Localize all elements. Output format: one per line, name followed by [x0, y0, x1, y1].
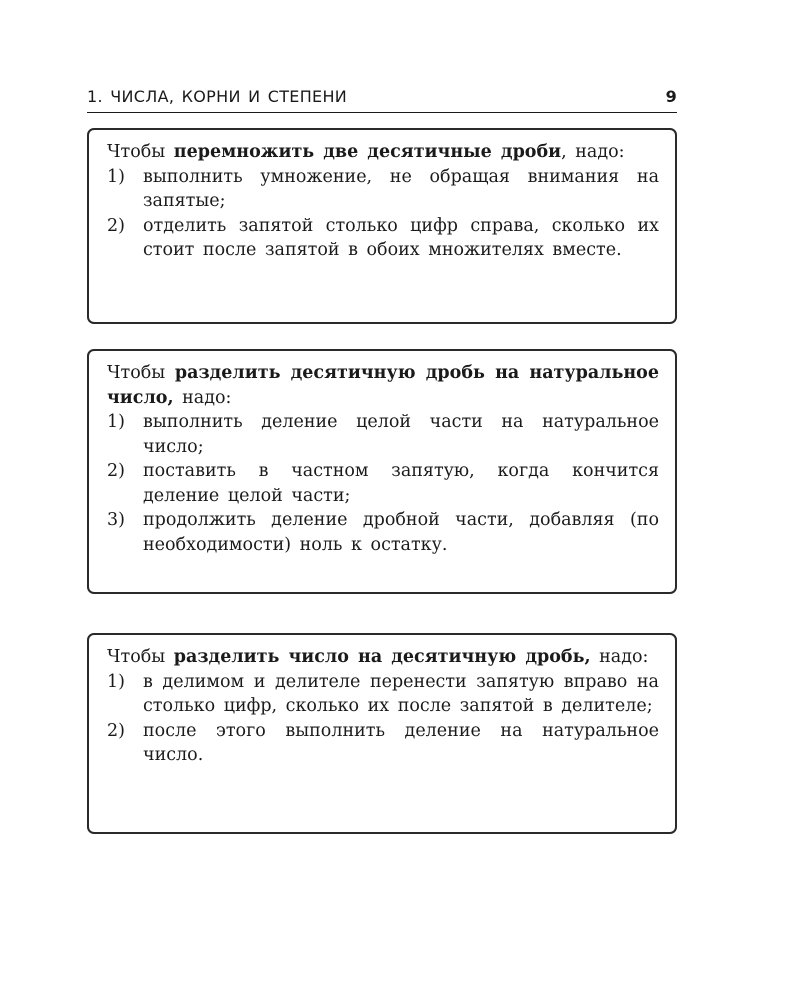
rule-step — [107, 508, 659, 557]
intro-bold: перемножить две десятичные дроби — [173, 142, 562, 162]
step-text: продолжить деление дробной части, добавляя (по необходимости) ноль к остатку. — [143, 510, 659, 555]
step-text: в делимом и делителе перенести запятую вправо на столько цифр, сколько их после запятой в делителе; — [143, 671, 659, 716]
step-number: 2) — [107, 215, 125, 236]
step-number: 1) — [107, 412, 125, 432]
rule-steps — [107, 165, 659, 263]
step-text: выполнить умножение, не обращая внимания на запятые; — [143, 166, 659, 211]
rule-steps — [107, 410, 659, 557]
rule-box-multiply-decimals — [87, 128, 677, 324]
chapter-title: 1. ЧИСЛА, КОРНИ И СТЕПЕНИ — [87, 87, 348, 106]
rule-step — [107, 214, 659, 263]
intro-prefix: Чтобы — [107, 363, 166, 383]
rule-box-divide-decimal-by-natural — [87, 349, 677, 594]
intro-bold: разделить десятичную дробь на натуральное число, — [107, 363, 659, 408]
intro-suffix: надо: — [599, 647, 649, 667]
rule-step — [107, 719, 659, 768]
step-number: 2) — [107, 461, 125, 481]
step-text: отделить запятой столько цифр справа, сколько их стоит после запятой в обоих множителях вместе. — [143, 215, 659, 260]
step-number: 1) — [107, 166, 125, 187]
intro-bold: разделить число на десятичную дробь, — [173, 647, 591, 667]
page-number: 9 — [665, 87, 677, 106]
rule-steps — [107, 670, 659, 768]
rule-intro — [107, 140, 659, 165]
rule-box-divide-by-decimal — [87, 633, 677, 834]
step-number: 1) — [107, 671, 125, 692]
intro-prefix: Чтобы — [107, 647, 166, 667]
rule-step — [107, 459, 659, 508]
rule-step — [107, 410, 659, 459]
rule-step — [107, 670, 659, 719]
rule-intro — [107, 361, 659, 410]
running-header — [87, 84, 677, 113]
rule-step — [107, 165, 659, 214]
intro-prefix: Чтобы — [107, 142, 166, 162]
intro-suffix: , надо: — [561, 142, 625, 162]
step-text: поставить в частном запятую, когда кончится деление целой части; — [143, 461, 659, 506]
step-text: после этого выполнить деление на натуральное число. — [143, 720, 659, 765]
intro-suffix: надо: — [182, 387, 232, 408]
rule-intro — [107, 645, 659, 670]
step-number: 3) — [107, 510, 125, 530]
step-number: 2) — [107, 720, 125, 741]
step-text: выполнить деление целой части на натуральное число; — [143, 412, 659, 457]
